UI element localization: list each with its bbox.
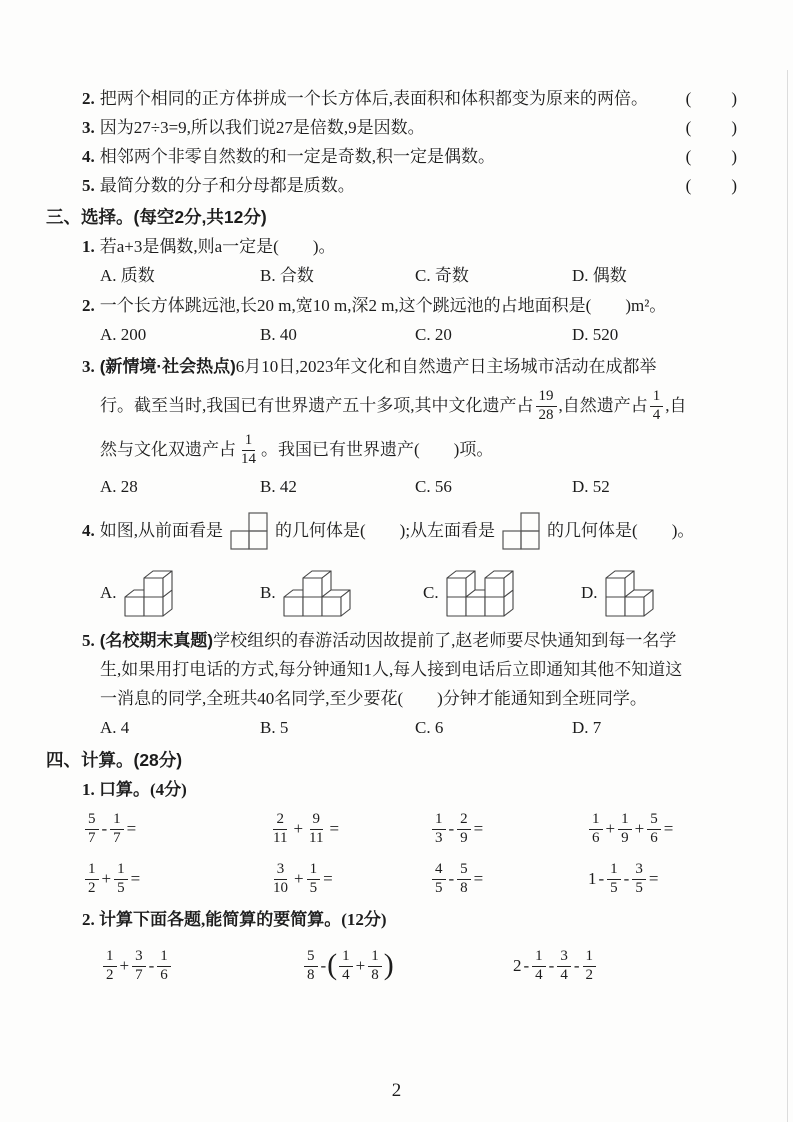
question-text: 6月10日,2023年文化和自然遗产日主场城市活动在成都举 — [235, 357, 657, 376]
choice-q1-options — [46, 261, 739, 291]
cube-figure-b — [282, 569, 352, 618]
option-label: D. — [581, 583, 598, 602]
option-b: B. 合数 — [260, 266, 314, 285]
choice-q2-options — [46, 320, 739, 350]
choice-q3 — [46, 350, 739, 384]
option-c: C. 20 — [415, 325, 452, 344]
math-expression: $\frac{2}{11}$ + $\frac{9}{11}$ = — [273, 811, 340, 846]
calc-sub1-title: 1. 口算。(4分) — [82, 780, 187, 799]
true-false-section — [46, 84, 739, 200]
option-d: D. 52 — [572, 477, 610, 496]
page-number: 2 — [391, 1080, 402, 1101]
tf-item — [46, 113, 739, 142]
question-text: 相邻两个非零自然数的和一定是奇数,积一定是偶数。 — [99, 147, 495, 166]
oral-calc-row-2 — [46, 855, 739, 905]
option-a: A. 质数 — [100, 266, 155, 285]
question-text: 如图,从前面看是 — [99, 520, 223, 540]
option-b: B. 40 — [260, 325, 297, 344]
cube-figure-a — [123, 569, 174, 618]
choice-q5-line3: 一消息的同学,全班共40名同学,至少要花( )分钟才能通知到全班同学。 — [100, 689, 647, 708]
question-text: 最简分数的分子和分母都是质数。 — [99, 176, 355, 195]
question-text: 的几何体是( )。 — [547, 520, 695, 540]
question-text: 的几何体是( );从左面看是 — [275, 520, 496, 540]
tf-item — [46, 84, 739, 113]
cube-option-c — [423, 569, 581, 618]
question-text: 因为27÷3=9,所以我们说27是倍数,9是因数。 — [99, 118, 425, 137]
math-expression: $\frac{1}{2}$ + $\frac{3}{7}$ - $\frac{1}{6}$ — [101, 949, 302, 985]
option-b: B. 5 — [260, 718, 289, 737]
cube-figure-d — [604, 569, 655, 618]
choice-q2 — [46, 291, 739, 320]
option-a: A. 28 — [100, 477, 138, 496]
choice-q4 — [46, 502, 739, 560]
left-view-shape-figure — [501, 511, 541, 552]
answer-bracket: ( ) — [685, 118, 739, 137]
choice-q4-figure-options — [46, 560, 739, 626]
option-a: A. 4 — [100, 718, 130, 737]
option-label: C. — [423, 583, 439, 602]
choice-q3-options — [46, 472, 739, 502]
option-label: B. — [260, 583, 276, 602]
choice-q5 — [46, 626, 739, 655]
math-expression: $\frac{5}{8}$ -( $\frac{1}{4}$ + $\frac{1}{8}$ ) — [302, 949, 512, 985]
math-expression: $\frac{1}{3}$ - $\frac{2}{9}$ = — [430, 812, 587, 848]
question-number: 1. — [82, 237, 95, 256]
option-d: D. 偶数 — [572, 266, 627, 285]
cube-option-b — [260, 569, 423, 618]
cube-figure-c — [445, 569, 515, 618]
tf-item — [46, 142, 739, 171]
question-number: 2. — [82, 89, 95, 108]
question-number: 4. — [82, 147, 95, 166]
math-expression: $\frac{5}{7}$ - $\frac{1}{7}$ = — [83, 812, 268, 848]
question-number: 5. — [82, 176, 95, 195]
option-label: A. — [100, 583, 117, 602]
choice-q3-line3: 然与文化双遗产占 $\frac{1}{14}$ 。我国已有世界遗产( )项。 — [100, 432, 494, 467]
question-text: 学校组织的春游活动因故提前了,赵老师要尽快通知到每一名学 — [213, 631, 677, 650]
math-expression: $\frac{3}{10}$ + $\frac{1}{5}$ = — [273, 861, 333, 896]
tf-item — [46, 171, 739, 200]
option-b: B. 42 — [260, 477, 297, 496]
choice-q5-options — [46, 713, 739, 743]
question-text: 若a+3是偶数,则a一定是( )。 — [99, 237, 336, 256]
option-c: C. 6 — [415, 718, 444, 737]
choice-q3-line2: 行。截至当时,我国已有世界遗产五十多项,其中文化遗产占 $\frac{19}{28}$ ,自然遗产占 $\frac{1}{4}$ ,自 — [100, 388, 687, 423]
answer-bracket: ( ) — [685, 176, 739, 195]
option-d: D. 7 — [572, 718, 602, 737]
math-expression: 1 - $\frac{1}{5}$ - $\frac{3}{5}$ = — [588, 861, 659, 896]
question-number: 5. — [82, 631, 95, 650]
cube-option-d — [581, 569, 739, 618]
section-header-choice: 三、选择。(每空2分,共12分) — [46, 207, 267, 227]
answer-bracket: ( ) — [685, 89, 739, 108]
calc-sub2-title: 2. 计算下面各题,能简算的要简算。(12分) — [82, 910, 387, 929]
section-header-calc: 四、计算。(28分) — [46, 750, 183, 770]
question-text: 把两个相同的正方体拼成一个长方体后,表面积和体积都变为原来的两倍。 — [99, 89, 648, 108]
answer-bracket: ( ) — [685, 147, 739, 166]
math-expression: $\frac{1}{2}$ + $\frac{1}{5}$ = — [83, 862, 268, 898]
question-text: 一个长方体跳远池,长20 m,宽10 m,深2 m,这个跳远池的占地面积是( )m²。 — [99, 296, 667, 315]
math-expression: $\frac{4}{5}$ - $\frac{5}{8}$ = — [430, 862, 587, 898]
simplify-calc-row — [46, 935, 739, 999]
math-expression: $\frac{1}{6}$ + $\frac{1}{9}$ + $\frac{5}{6}$ = — [587, 812, 739, 848]
oral-calc-row-1 — [46, 805, 739, 855]
option-a: A. 200 — [100, 325, 147, 344]
cube-option-a — [100, 569, 260, 618]
option-c: C. 56 — [415, 477, 452, 496]
math-expression: 2 - $\frac{1}{4}$ - $\frac{3}{4}$ - $\frac{1}{2}$ — [512, 949, 739, 985]
front-view-shape-figure — [229, 511, 269, 552]
question-tag: (名校期末真题) — [99, 631, 214, 650]
choice-q1 — [46, 232, 739, 261]
choice-q5-line2: 生,如果用打电话的方式,每分钟通知1人,每人接到电话后立即通知其他不知道这 — [100, 660, 683, 679]
question-tag: (新情境·社会热点) — [99, 357, 236, 376]
option-d: D. 520 — [572, 325, 619, 344]
question-number: 4. — [82, 520, 95, 540]
question-number: 2. — [82, 296, 95, 315]
option-c: C. 奇数 — [415, 266, 469, 285]
question-number: 3. — [82, 118, 95, 137]
question-number: 3. — [82, 357, 95, 376]
